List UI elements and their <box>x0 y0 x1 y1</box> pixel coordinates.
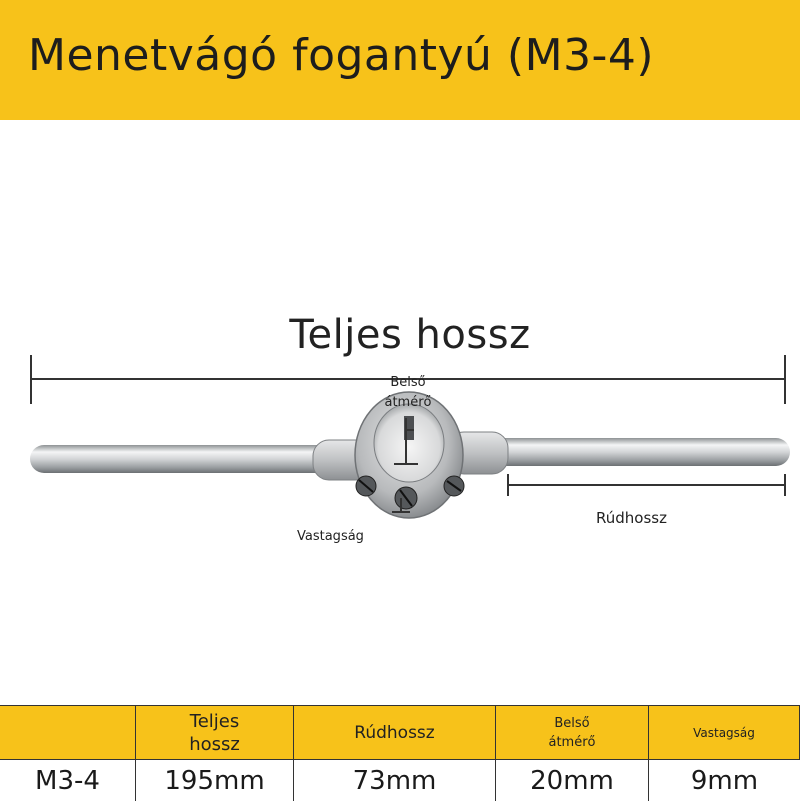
rod-length-label: Rúdhossz <box>596 509 667 527</box>
inner-diameter-label-line1: Belső <box>390 375 426 390</box>
header-cell-thickness: Vastagság <box>649 706 800 760</box>
header-inner-diameter-line1: Belső <box>554 715 590 731</box>
title-banner <box>0 0 800 120</box>
page-title: Menetvágó fogantyú (M3-4) <box>28 30 655 81</box>
rod-length-dimension <box>508 474 785 496</box>
product-diagram <box>0 120 800 705</box>
thickness-label: Vastagság <box>297 529 364 544</box>
header-total-length-line2: hossz <box>189 733 240 755</box>
header-cell-model <box>0 706 136 760</box>
cell-rod-length: 73mm <box>294 760 496 801</box>
cell-inner-diameter: 20mm <box>496 760 649 801</box>
cell-model: M3-4 <box>0 760 136 801</box>
header-total-length-line1: Teljes <box>189 710 240 732</box>
cell-total-length: 195mm <box>136 760 294 801</box>
left-rod <box>30 445 330 473</box>
right-rod <box>490 438 790 466</box>
cell-thickness: 9mm <box>649 760 800 801</box>
header-cell-rod-length: Rúdhossz <box>294 706 496 760</box>
spec-table <box>0 705 800 801</box>
header-inner-diameter-line2: átmérő <box>548 734 596 750</box>
inner-diameter-label-line2: átmérő <box>384 395 432 410</box>
header-cell-total-length <box>136 706 294 760</box>
header-cell-inner-diameter <box>496 706 649 760</box>
inner-diameter-label <box>358 373 458 413</box>
total-length-label: Teljes hossz <box>289 312 531 358</box>
